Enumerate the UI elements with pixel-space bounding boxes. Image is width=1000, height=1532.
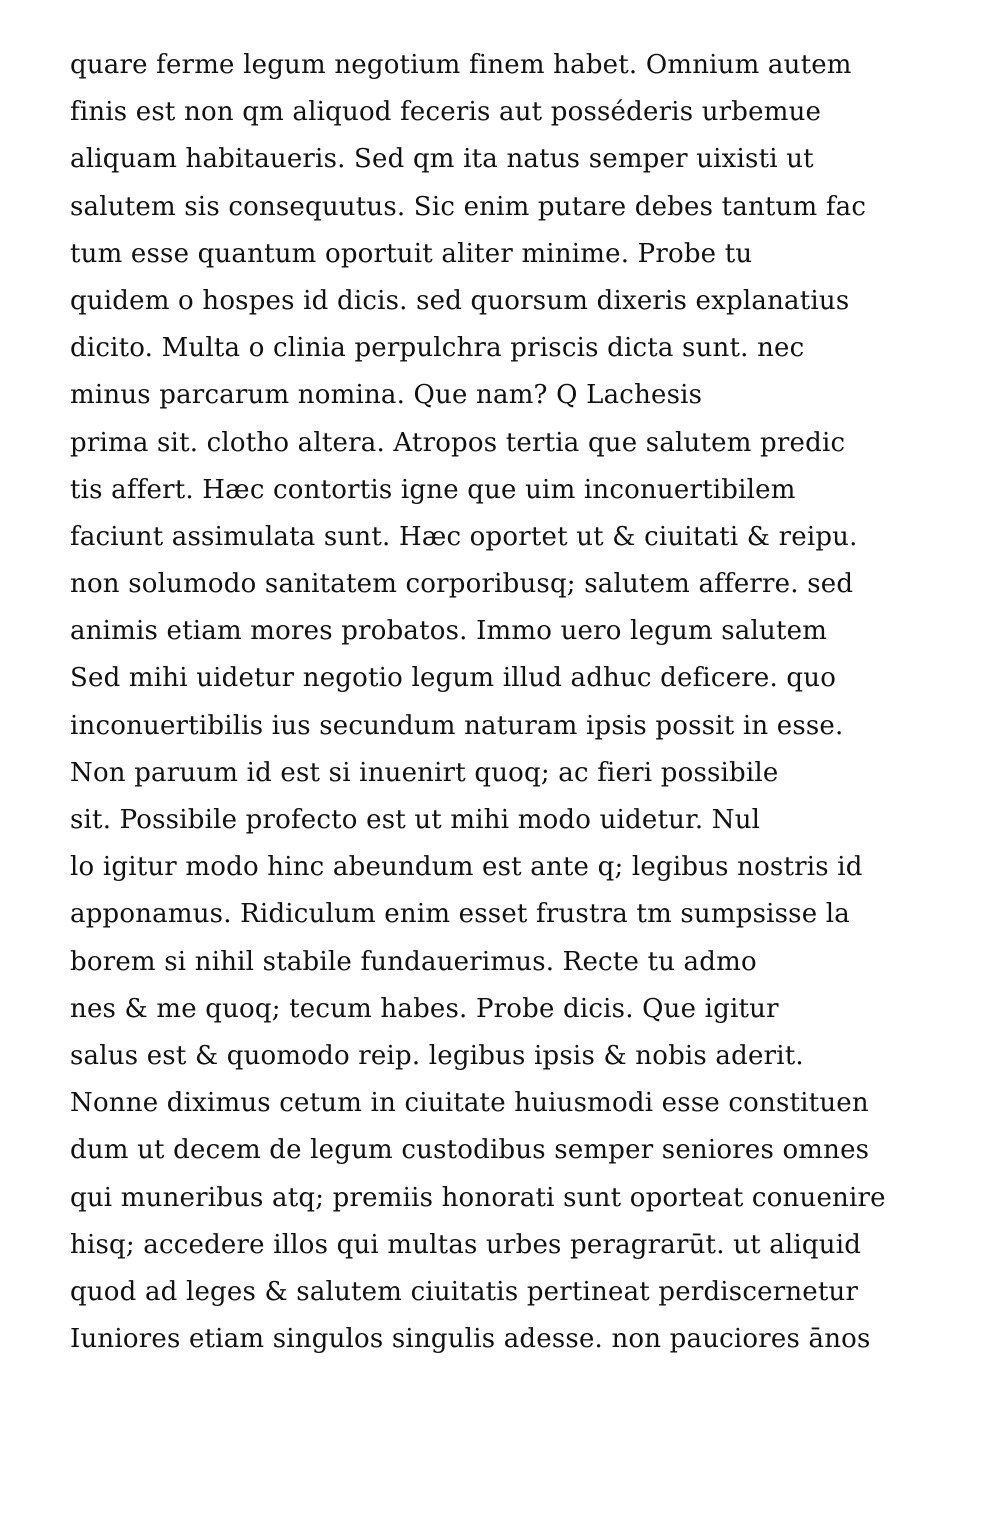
manuscript-line: animis etiam mores probatos. Immo uero legum salutem: [70, 616, 828, 647]
manuscript-line: inconuertibilis ius secundum naturam ipsis possit in esse.: [70, 710, 844, 741]
manuscript-line: nes & me quoq; tecum habes. Probe dicis. Que igitur: [70, 993, 779, 1024]
manuscript-line: sit. Possibile profecto est ut mihi modo uidetur. Nul: [70, 805, 761, 835]
manuscript-text: [70, 42, 940, 1363]
manuscript-line: Non paruum id est si inuenirt quoq; ac fieri possibile: [70, 757, 779, 788]
manuscript-line: borem si nihil stabile fundauerimus. Recte tu admo: [70, 946, 757, 977]
manuscript-line: apponamus. Ridiculum enim esset frustra tm sumpsisse la: [70, 899, 850, 930]
manuscript-line: salus est & quomodo reip. legibus ipsis & nobis aderit.: [70, 1040, 804, 1071]
manuscript-line: tum esse quantum oportuit aliter minime. Probe tu: [70, 238, 753, 269]
manuscript-line: qui muneribus atq; premiis honorati sunt oporteat conuenire: [70, 1182, 886, 1213]
manuscript-line: lo igitur modo hinc abeundum est ante q; legibus nostris id: [70, 852, 863, 883]
manuscript-line: dicito. Multa o clinia perpulchra priscis dicta sunt. nec: [70, 333, 805, 364]
manuscript-line: aliquam habitaueris. Sed qm ita natus semper uixisti ut: [70, 144, 814, 175]
manuscript-line: quidem o hospes id dicis. sed quorsum dixeris explanatius: [70, 285, 850, 316]
manuscript-line: minus parcarum nomina. Que nam? Q Lachesis: [70, 380, 703, 411]
manuscript-line: dum ut decem de legum custodibus semper seniores omnes: [70, 1135, 870, 1166]
manuscript-line: faciunt assimulata sunt. Hæc oportet ut & ciuitati & reipu.: [70, 521, 858, 552]
manuscript-line: salutem sis consequutus. Sic enim putare debes tantum fac: [70, 191, 867, 222]
manuscript-line: Sed mihi uidetur negotio legum illud adhuc deficere. quo: [70, 663, 837, 694]
manuscript-line: quare ferme legum negotium finem habet. Omnium autem: [70, 50, 852, 80]
manuscript-line: Iuniores etiam singulos singulis adesse. non pauciores ānos: [70, 1324, 871, 1355]
manuscript-line: hisq; accedere illos qui multas urbes peragrarūt. ut aliquid: [70, 1229, 862, 1260]
manuscript-line: non solumodo sanitatem corporibusq; salutem afferre. sed: [70, 569, 854, 600]
manuscript-line: tis affert. Hæc contortis igne que uim inconuertibilem: [70, 474, 796, 505]
manuscript-line: finis est non qm aliquod feceris aut posséderis urbemue: [70, 97, 822, 128]
manuscript-line: Nonne diximus cetum in ciuitate huiusmodi esse constituen: [70, 1088, 869, 1119]
manuscript-line: prima sit. clotho altera. Atropos tertia que salutem predic: [70, 427, 846, 458]
manuscript-line: quod ad leges & salutem ciuitatis pertineat perdiscernetur: [70, 1276, 859, 1307]
